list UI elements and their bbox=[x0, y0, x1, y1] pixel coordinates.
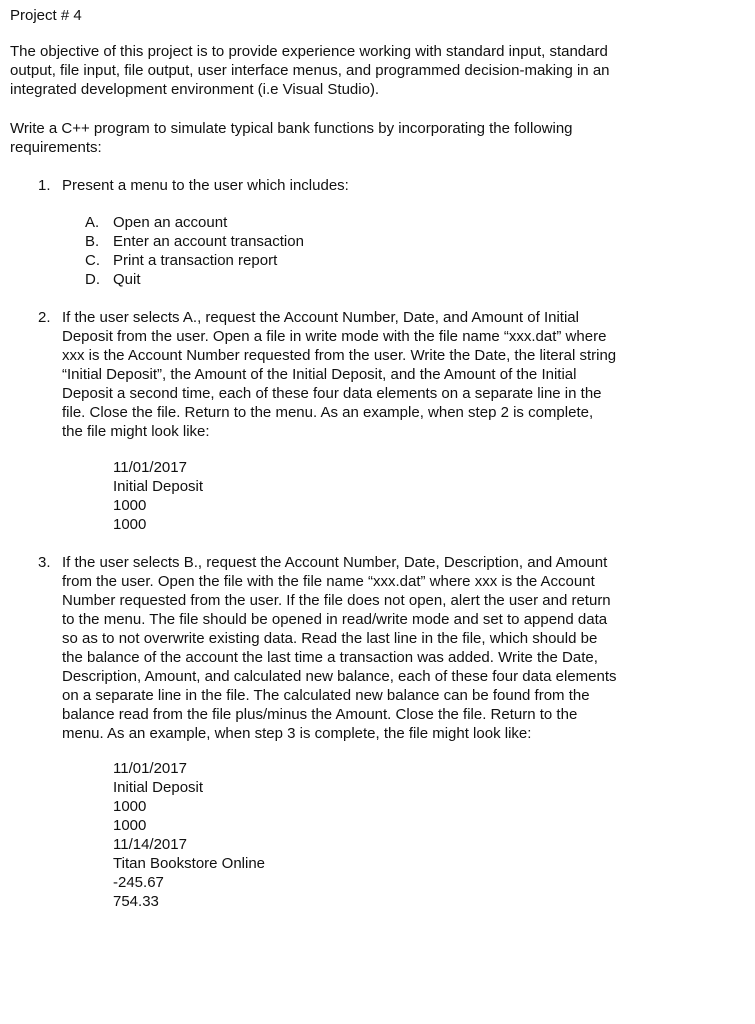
text-line: menu. As an example, when step 3 is complete, the file might look like: bbox=[62, 725, 532, 742]
example-line: Initial Deposit bbox=[113, 478, 204, 495]
list-text bbox=[62, 308, 616, 441]
text-line: Deposit from the user. Open a file in write mode with the file name “xxx.dat” where bbox=[62, 328, 607, 345]
text-line: the balance of the account the last time a transaction was added. Write the Date, bbox=[62, 649, 598, 666]
list-text: Present a menu to the user which includes: bbox=[62, 177, 349, 194]
menu-options-list bbox=[85, 213, 485, 289]
page-title: Project # 4 bbox=[10, 7, 82, 24]
text-line: Write a C++ program to simulate typical bank functions by incorporating the following bbox=[10, 120, 573, 137]
option-text: Open an account bbox=[113, 214, 228, 231]
text-line: Description, Amount, and calculated new balance, each of these four data elements bbox=[62, 668, 617, 685]
text-line: the file might look like: bbox=[62, 423, 210, 440]
text-line: If the user selects A., request the Account Number, Date, and Amount of Initial bbox=[62, 309, 579, 326]
list-number: 2. bbox=[38, 309, 51, 326]
text-line: file. Close the file. Return to the menu. As an example, when step 2 is complete, bbox=[62, 404, 594, 421]
example-file-block-1 bbox=[113, 458, 203, 534]
text-line: from the user. Open the file with the file name “xxx.dat” where xxx is the Account bbox=[62, 573, 595, 590]
example-line: Titan Bookstore Online bbox=[113, 855, 266, 872]
option-text: Enter an account transaction bbox=[113, 233, 304, 250]
example-line: 1000 bbox=[113, 516, 147, 533]
example-line: 1000 bbox=[113, 497, 147, 514]
example-line: 754.33 bbox=[113, 893, 159, 910]
example-line: 1000 bbox=[113, 798, 147, 815]
option-letter: C. bbox=[85, 252, 100, 269]
text-line: xxx is the Account Number requested from the user. Write the Date, the literal string bbox=[62, 347, 617, 364]
intro-paragraph bbox=[10, 119, 573, 157]
example-line: Initial Deposit bbox=[113, 779, 204, 796]
text-line: so as to not overwrite existing data. Read the last line in the file, which should be bbox=[62, 630, 598, 647]
text-line: on a separate line in the file. The calculated new balance can be found from the bbox=[62, 687, 590, 704]
text-line: Deposit a second time, each of these four data elements on a separate line in the bbox=[62, 385, 602, 402]
text-line: The objective of this project is to provide experience working with standard input, standard bbox=[10, 43, 608, 60]
text-line: Number requested from the user. If the file does not open, alert the user and return bbox=[62, 592, 611, 609]
text-line: integrated development environment (i.e Visual Studio). bbox=[10, 81, 380, 98]
example-line: 11/01/2017 bbox=[113, 760, 187, 777]
list-number: 1. bbox=[38, 177, 51, 194]
text-line: balance read from the file plus/minus the Amount. Close the file. Return to the bbox=[62, 706, 578, 723]
text-line: “Initial Deposit”, the Amount of the Initial Deposit, and the Amount of the Initial bbox=[62, 366, 577, 383]
example-line: 1000 bbox=[113, 817, 147, 834]
text-line: If the user selects B., request the Account Number, Date, Description, and Amount bbox=[62, 554, 608, 571]
menu-option bbox=[85, 270, 485, 289]
text-line: requirements: bbox=[10, 139, 102, 156]
option-text: Print a transaction report bbox=[113, 252, 278, 269]
menu-option bbox=[85, 251, 485, 270]
example-file-block-2 bbox=[113, 759, 265, 911]
menu-option bbox=[85, 213, 485, 232]
text-line: to the menu. The file should be opened in read/write mode and set to append data bbox=[62, 611, 608, 628]
example-line: 11/14/2017 bbox=[113, 836, 187, 853]
text-line: output, file input, file output, user interface menus, and programmed decision-making in an bbox=[10, 62, 610, 79]
menu-option bbox=[85, 232, 485, 251]
option-letter: B. bbox=[85, 233, 100, 250]
option-text: Quit bbox=[113, 271, 141, 288]
list-text bbox=[62, 553, 617, 743]
option-letter: A. bbox=[85, 214, 100, 231]
example-line: 11/01/2017 bbox=[113, 459, 187, 476]
objective-paragraph bbox=[10, 42, 610, 99]
list-number: 3. bbox=[38, 554, 51, 571]
option-letter: D. bbox=[85, 271, 100, 288]
example-line: -245.67 bbox=[113, 874, 164, 891]
